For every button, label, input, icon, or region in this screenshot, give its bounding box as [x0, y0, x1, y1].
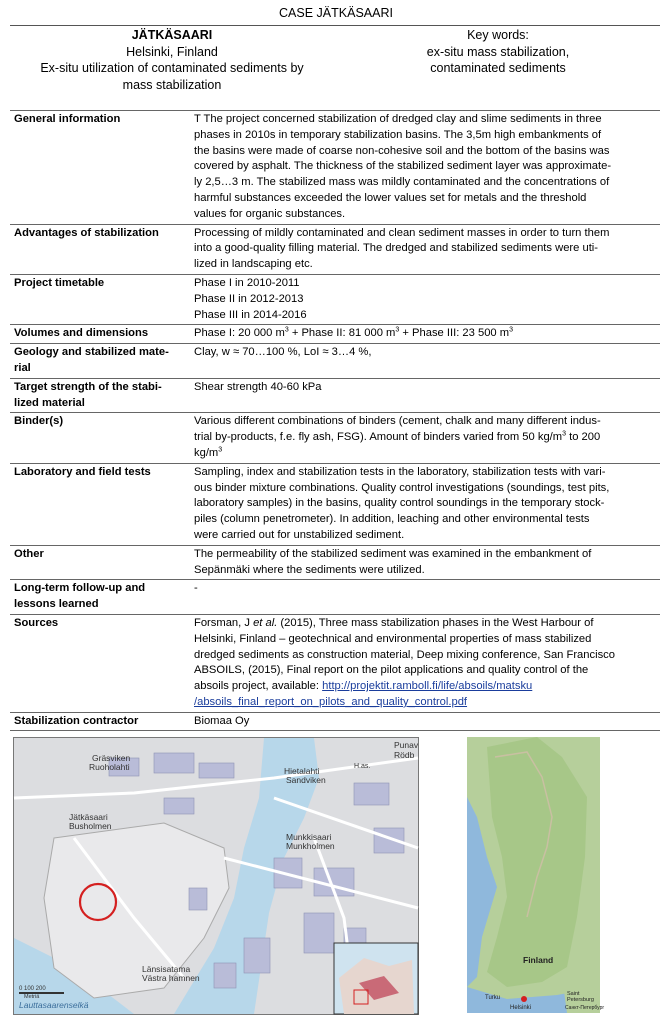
- row-value-line: [194, 679, 656, 695]
- label-munkkisaari: Munkkisaari: [286, 832, 332, 842]
- source-text: absoils project, available:: [194, 680, 323, 693]
- unit-exponent: 3: [395, 326, 400, 334]
- jatkasaari-map: [13, 737, 419, 1015]
- row-value-line: Sepänmäki where the sediments were utilized.: [194, 563, 425, 576]
- label-sandviken: Sandviken: [286, 775, 326, 785]
- unit-exponent: 3: [218, 446, 223, 454]
- row-label-line: Volumes and dimensions: [14, 327, 149, 340]
- row-label: [10, 274, 188, 324]
- row-label-line: Project timetable: [14, 276, 105, 289]
- row-label-line: General information: [14, 113, 121, 125]
- label-munkholmen: Munkholmen: [286, 841, 335, 851]
- info-row: [10, 463, 660, 545]
- row-label-line: lized material: [14, 396, 85, 409]
- row-label: [10, 545, 188, 580]
- row-value-line: into a good-quality filling material. The dredged and stabilized sediments were uti-: [194, 242, 599, 255]
- row-label: [10, 111, 188, 225]
- keywords-1: ex-situ mass stabilization,: [426, 44, 570, 59]
- row-value-line: Phase III in 2014-2016: [194, 308, 307, 321]
- source-text: Forsman, J: [194, 616, 254, 629]
- row-label: [10, 413, 188, 463]
- unit-exponent: 3: [562, 430, 566, 438]
- row-value-line: lized in landscaping etc.: [194, 258, 313, 271]
- helsinki-marker: [521, 996, 527, 1002]
- row-label: [10, 580, 188, 615]
- row-value: [188, 325, 660, 344]
- label-helsinki: Helsinki: [510, 1005, 532, 1011]
- row-value-line: T The project concerned stabilization of dredged clay and slime sediments in three: [194, 113, 602, 125]
- row-label-line: lessons learned: [14, 598, 99, 611]
- label-has: H.as.: [354, 763, 371, 770]
- volume-phase-2: + Phase II: 81 000 m: [288, 327, 396, 340]
- binder-text: trial by-products, f.e. fly ash, FSG). Amount of binders varied from 50 kg/m: [194, 431, 563, 444]
- label-lauttasaarenselka: Lauttasaarenselkä: [19, 1000, 89, 1010]
- info-row: [10, 378, 660, 413]
- row-value: [188, 545, 660, 580]
- keywords-2: contaminated sediments: [430, 61, 566, 75]
- info-row: [10, 545, 660, 580]
- row-value-line: Biomaa Oy: [194, 714, 250, 727]
- label-busholmen: Busholmen: [69, 821, 112, 831]
- row-value-line: phases in 2010s in temporary stabilization basins. The 3,5m high embankments of: [194, 128, 602, 141]
- row-label-line: Binder(s): [14, 415, 64, 428]
- label-spb-ru: Санкт-Петербург: [565, 1005, 605, 1011]
- label-saint: Saint: [567, 991, 580, 997]
- row-label-line: Other: [14, 547, 44, 560]
- page-title: CASE JÄTKÄSAARI: [279, 6, 393, 20]
- label-graskvilen: Gräsviken: [92, 753, 131, 763]
- row-label-line: rial: [14, 361, 31, 374]
- source-link-part-1[interactable]: http://projektit.ramboll.fi/life/absoils/matsku: [322, 680, 533, 693]
- unit-exponent: 3: [284, 326, 289, 334]
- unit-exponent: 3: [509, 326, 513, 334]
- case-subtitle-2: mass stabilization: [122, 77, 222, 92]
- case-header-right: [338, 27, 658, 77]
- row-value-line: -: [194, 582, 198, 595]
- label-petersburg: Petersburg: [567, 997, 594, 1003]
- label-ruoholahti: Ruoholahti: [89, 762, 130, 772]
- row-value: [188, 344, 660, 379]
- row-label-line: Stabilization contractor: [14, 714, 139, 727]
- label-hietalahti: Hietalahti: [284, 766, 320, 776]
- label-turku: Turku: [485, 995, 501, 1001]
- row-label-line: Advantages of stabilization: [14, 226, 159, 239]
- row-value-line: Processing of mildly contaminated and clean sediment masses in order to turn them: [194, 226, 610, 239]
- case-location: Helsinki, Finland: [126, 44, 218, 59]
- row-value-line: Shear strength 40-60 kPa: [194, 380, 322, 393]
- row-value-line: Phase I in 2010-2011: [194, 276, 300, 289]
- label-scale-unit: Metriä: [24, 994, 40, 1000]
- row-label-line: Target strength of the stabi-: [14, 380, 162, 393]
- binder-text: kg/m: [194, 446, 219, 459]
- row-value-line: laboratory samples) in the basins, quality control soundings in the temporary stock-: [194, 497, 605, 510]
- finland-map-svg: [467, 737, 605, 1013]
- info-row: [10, 413, 660, 463]
- info-row: [10, 224, 660, 274]
- row-value-line: ous binder mixture combinations. Quality control investigations (soundings, test pits,: [194, 481, 610, 494]
- row-value: [188, 413, 660, 463]
- row-value-line: The permeability of the stabilized sediment was examined in the embankment of: [194, 547, 592, 560]
- row-value: [188, 224, 660, 274]
- row-value-line: piles (column penetrometer). In addition, leaching and other environmental tests: [194, 513, 590, 526]
- info-row: [10, 111, 660, 225]
- case-subtitle-1: Ex-situ utilization of contaminated sediments by: [40, 61, 304, 75]
- info-row: [10, 274, 660, 324]
- source-link-part-2[interactable]: /absoils_final_report_on_pilots_and_quality_control.pdf: [194, 695, 468, 708]
- label-scale: 0 100 200: [19, 986, 46, 992]
- label-lansisatama: Länsisatama: [142, 964, 191, 974]
- volumes-line: [194, 326, 656, 342]
- row-value: [188, 378, 660, 413]
- finland-map: [467, 737, 605, 1013]
- case-header: [10, 25, 660, 92]
- row-value-line: Various different combinations of binders (cement, chalk and many different indus-: [194, 415, 601, 428]
- row-value-line: dredged sediments as construction material, Deep mixing conference, San Francisco: [194, 648, 615, 661]
- row-value-line: ABSOILS, (2015), Final report on the pilot applications and quality control of the: [194, 664, 589, 677]
- row-value-line: [194, 430, 656, 446]
- row-value-line: Clay, w ≈ 70…100 %, LoI ≈ 3…4 %,: [194, 346, 372, 359]
- case-header-left: [10, 27, 334, 93]
- source-text: (2015), Three mass stabilization phases in the West Harbour of: [277, 616, 594, 629]
- row-value-line: were carried out for unstabilized sediment.: [194, 528, 405, 541]
- row-value: [188, 463, 660, 545]
- row-value-line: Sampling, index and stabilization tests in the laboratory, stabilization tests with vari-: [194, 465, 606, 478]
- info-row: [10, 344, 660, 379]
- row-value: [188, 712, 660, 731]
- volume-phase-1: Phase I: 20 000 m: [194, 327, 285, 340]
- row-label: [10, 463, 188, 545]
- case-info-table: [10, 110, 660, 731]
- row-label: [10, 344, 188, 379]
- row-value-line: [194, 446, 656, 462]
- row-value-line: ly 2,5…3 m. The stabilized mass was mildly contaminated and the concentrations of: [194, 176, 610, 189]
- row-value-line: Phase II in 2012-2013: [194, 292, 304, 305]
- label-jatkasaari: Jätkäsaari: [69, 812, 108, 822]
- volume-phase-3: + Phase III: 23 500 m: [399, 327, 510, 340]
- row-label: [10, 325, 188, 344]
- label-rodb: Rödb: [394, 750, 415, 760]
- jatkasaari-map-svg: [14, 738, 418, 1014]
- row-label-line: Geology and stabilized mate-: [14, 346, 169, 359]
- row-label: [10, 378, 188, 413]
- row-value: [188, 274, 660, 324]
- row-value-line: Helsinki, Finland – geotechnical and environmental properties of mass stabilized: [194, 632, 592, 645]
- row-label-line: Sources: [14, 616, 59, 629]
- row-value-line: the basins were made of coarse non-cohesive soil and the bottom of the basins was: [194, 144, 610, 157]
- row-value: [188, 614, 660, 712]
- info-row: [10, 712, 660, 731]
- case-name: JÄTKÄSAARI: [131, 28, 213, 42]
- source-italic: et al.: [253, 616, 278, 629]
- row-label: [10, 224, 188, 274]
- row-value-line: [194, 695, 656, 711]
- row-value-line: harmful substances exceeded the lower values set for metals and the threshold: [194, 191, 587, 204]
- row-label-line: Laboratory and field tests: [14, 465, 151, 478]
- info-row: [10, 580, 660, 615]
- label-finland: Finland: [523, 955, 554, 965]
- row-value-line: [194, 616, 656, 632]
- row-label: [10, 614, 188, 712]
- keywords-title: Key words:: [467, 28, 529, 42]
- info-row: [10, 614, 660, 712]
- row-label-line: Long-term follow-up and: [14, 582, 146, 595]
- row-value-line: values for organic substances.: [194, 207, 346, 220]
- row-label: [10, 712, 188, 731]
- info-row: [10, 325, 660, 344]
- row-value: [188, 111, 660, 225]
- label-punav: Punav: [394, 740, 419, 750]
- binder-text: to 200: [566, 431, 601, 444]
- row-value-line: covered by asphalt. The thickness of the stabilized sediment layer was approximate-: [194, 160, 612, 173]
- row-value: [188, 580, 660, 615]
- label-vastra-hamnen: Västra hamnen: [142, 973, 200, 983]
